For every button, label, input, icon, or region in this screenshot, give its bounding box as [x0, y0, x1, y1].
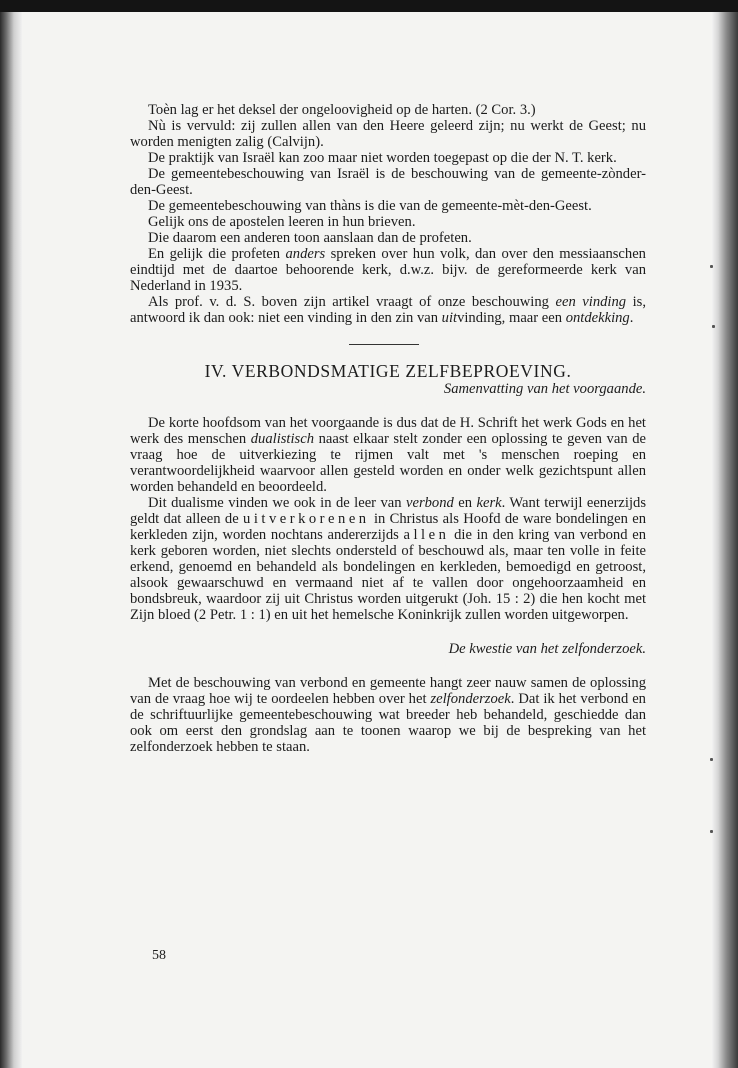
book-page: [22, 12, 712, 1068]
paragraph-2: Nù is vervuld: zij zullen allen van den Heere geleerd zijn; nu werkt de Geest; nu worden menigten zalig (Calvijn).: [130, 118, 646, 150]
text-run: Met de beschouwing van verbond en gemeente hangt zeer nauw samen de oplossing van de vraag hoe wij te oordeelen hebben over het: [130, 675, 646, 707]
paragraph-7: Die daarom een anderen toon aanslaan dan de profeten.: [148, 230, 472, 246]
paragraph-zelfonderzoek: [130, 675, 646, 755]
text-run: in Christus als Hoofd de ware bondelingen en kerkleden zijn, worden nochtans andererzijds: [130, 511, 646, 543]
spaced-emphasis: uitverkorenen: [243, 511, 370, 527]
scan-speck: [710, 758, 713, 761]
page-number: 58: [152, 948, 166, 963]
scan-speck: [710, 830, 713, 833]
spaced-emphasis: allen: [403, 527, 450, 543]
text-run: . Want terwijl eenerzijds geldt dat alleen de: [130, 495, 646, 527]
subheading-kwestie: De kwestie van het zelfonderzoek.: [448, 641, 646, 657]
text-run: en: [453, 495, 477, 511]
subheading-samenvatting: Samenvatting van het voorgaande.: [443, 381, 646, 397]
scan-top-border: [0, 0, 738, 12]
paragraph-dualisme: [130, 495, 646, 623]
text-run: .: [629, 310, 634, 326]
emphasis: zelfonderzoek: [430, 691, 511, 707]
text-run: vinding, maar een: [457, 310, 566, 326]
emphasis: verbond: [406, 495, 454, 511]
emphasis: anders: [285, 246, 326, 262]
scan-speck: [710, 265, 713, 268]
text-run: die in den kring van verbond en kerk geboren worden, niet slechts ondersteld of beschouwd als, maar ten volle in feite erkend, genoemd en behandeld als bondelingen en kerkleden, bemoedigd en getroost, alsook gewaarschuwd en vermaand niet af te vallen door ongehoorzaamheid en bondsbreuk, waardoor zij uit Christus worden uitgerukt (Joh. 15 : 2) die hen kocht met Zijn bloed (2 Petr. 1 : 1) en uit het hemelsche Koninkrijk zullen worden uitgeworpen.: [130, 527, 646, 623]
paragraph-6: Gelijk ons de apostelen leeren in hun brieven.: [148, 214, 416, 230]
paragraph-vinding: [130, 294, 646, 326]
section-divider: [349, 344, 419, 345]
paragraph-5: De gemeentebeschouwing van thàns is die van de gemeente-mèt-den-Geest.: [148, 198, 592, 214]
emphasis: een vinding: [555, 294, 627, 310]
paragraph-profeten: [130, 246, 646, 294]
emphasis: ontdekking: [565, 310, 630, 326]
text-run: is, antwoord ik dan ook: niet een vinding in den zin van: [130, 294, 646, 326]
text-run: Als prof. v. d. S. boven zijn artikel vraagt of onze beschouwing: [148, 294, 556, 310]
section-heading: IV. VERBONDSMATIGE ZELFBEPROEVING.: [204, 361, 572, 381]
paragraph-hoofdsom: [130, 415, 646, 495]
emphasis: kerk: [476, 495, 502, 511]
paragraph-3: De praktijk van Israël kan zoo maar niet worden toegepast op die der N. T. kerk.: [148, 150, 617, 166]
emphasis: uit: [441, 310, 458, 326]
page-body: [130, 102, 646, 755]
scan-speck: [712, 325, 715, 328]
emphasis: dualistisch: [250, 431, 314, 447]
text-run: Dit dualisme vinden we ook in de leer van: [148, 495, 406, 511]
scan-right-edge: [712, 12, 738, 1068]
paragraph-1: Toèn lag er het deksel der ongeloovigheid op de harten. (2 Cor. 3.): [148, 102, 536, 118]
scan-left-edge: [0, 12, 22, 1068]
text-run: De korte hoofdsom van het voorgaande is dus dat de H. Schrift het werk Gods en het werk des menschen: [130, 415, 646, 447]
text-run: . Dat ik het verbond en de schriftuurlijke gemeentebeschouwing wat breeder heb behandeld, geschiedde dan ook om eerst den grondslag aan te toonen waarop we bij de bespreking van het zelfonderzoek hebben te staan.: [130, 691, 646, 755]
text-run: naast elkaar stelt zonder een oplossing te geven van de vraag hoe de uitverkiezing te rijmen valt met 's menschen roeping en verantwoordelijkheid waarvoor allen gesteld worden en onder welk gezichtspunt allen worden behandeld en beoordeeld.: [130, 431, 646, 495]
paragraph-4: De gemeentebeschouwing van Israël is de beschouwing van de gemeente-zònder-den-Geest.: [130, 166, 646, 198]
text-run: spreken over hun volk, dan over den messiaanschen eindtijd met de daartoe behoorende kerk, d.w.z. bijv. de gereformeerde kerk van Nederland in 1935.: [130, 246, 646, 294]
text-run: En gelijk die profeten: [148, 246, 286, 262]
